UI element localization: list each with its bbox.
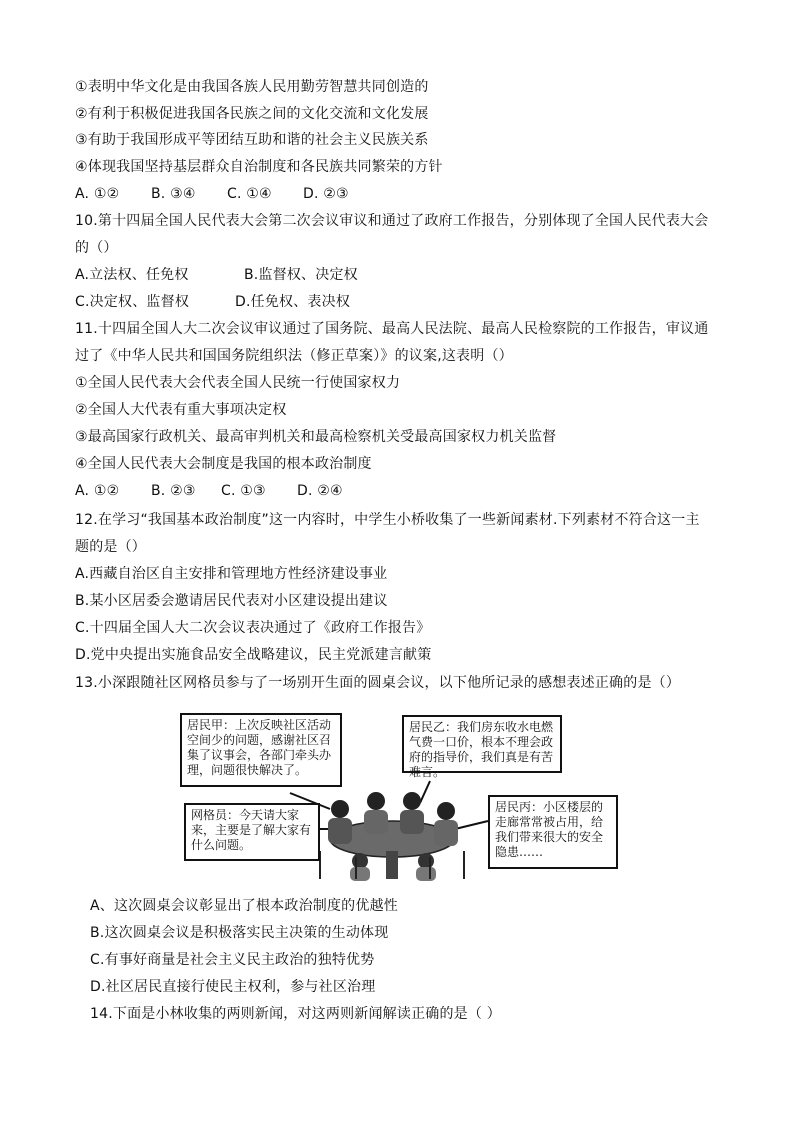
q11-option-c: C. ①③ — [221, 483, 266, 499]
q12-option-a: A.西藏自治区自主安排和管理地方性经济建设事业 — [75, 566, 388, 582]
q9-item-4: ④体现我国坚持基层群众自治制度和各民族共同繁荣的方针 — [75, 159, 443, 175]
person-1 — [328, 800, 352, 844]
q12-option-c: C.十四届全国人大二次会议表决通过了《政府工作报告》 — [75, 620, 431, 636]
person-3 — [400, 792, 424, 834]
q10-option-a: A.立法权、任免权 — [75, 267, 189, 283]
q12-stem-line2: 题的是（） — [75, 539, 146, 555]
q10-option-b: B.监督权、决定权 — [244, 267, 358, 283]
q10-stem-line2: 的（） — [75, 240, 118, 256]
q13-option-d: D.社区居民直接行使民主权利，参与社区治理 — [90, 979, 376, 995]
person-2 — [364, 792, 388, 834]
q14-stem: 14.下面是小林收集的两则新闻，对这两则新闻解读正确的是（ ） — [90, 1006, 501, 1022]
q9-option-d: D. ②③ — [303, 186, 349, 202]
q10-option-d: D.任免权、表决权 — [235, 294, 351, 310]
speech-bubble-resident-c: 居民丙：小区楼层的走廊常常被占用，给我们带来很大的安全隐患…… — [488, 795, 618, 869]
q13-option-c: C.有事好商量是社会主义民主政治的独特优势 — [90, 952, 375, 968]
speech-bubble-resident-b: 居民乙：我们房东收水电燃气费一口价，根本不理会政府的指导价，我们真是有苦难言。 — [402, 715, 562, 773]
q12-option-b: B.某小区居委会邀请居民代表对小区建设提出建议 — [75, 593, 388, 609]
q10-option-c: C.决定权、监督权 — [75, 294, 190, 310]
speech-bubble-resident-a: 居民甲：上次反映社区活动空间少的问题，感谢社区召集了议事会，各部门牵头办理，问题很快解决了。 — [180, 713, 342, 787]
person-4 — [434, 802, 458, 846]
q9-option-b: B. ③④ — [151, 186, 196, 202]
q11-option-d: D. ②④ — [297, 483, 343, 499]
q9-item-3: ③有助于我国形成平等团结互助和谐的社会主义民族关系 — [75, 132, 429, 148]
q13-option-b: B.这次圆桌会议是积极落实民主决策的生动体现 — [90, 925, 389, 941]
q11-stem-line2: 过了《中华人民共和国国务院组织法（修正草案）》的议案,这表明（） — [75, 348, 513, 364]
pointer-resident-b — [420, 781, 430, 803]
person-6 — [416, 853, 436, 881]
q11-option-a: A. ①② — [75, 483, 120, 499]
pointer-resident-c — [455, 821, 488, 829]
speech-bubble-grid-worker: 网格员：今天请大家来，主要是了解大家有什么问题。 — [184, 803, 320, 861]
q11-item-1: ①全国人民代表大会代表全国人民统一行使国家权力 — [75, 375, 401, 391]
q9-option-a: A. ①② — [75, 186, 120, 202]
roundtable-illustration — [180, 711, 618, 881]
q11-item-3: ③最高国家行政机关、最高审判机关和最高检察机关受最高国家权力机关监督 — [75, 429, 557, 445]
q9-option-c: C. ①④ — [227, 186, 272, 202]
q11-options — [75, 481, 343, 501]
q12-option-d: D.党中央提出实施食品安全战略建议，民主党派建言献策 — [75, 647, 432, 663]
q10-stem-line1: 10.第十四届全国人民代表大会第二次会议审议和通过了政府工作报告，分别体现了全国人民代表大会 — [75, 213, 709, 229]
q11-stem-line1: 11.十四届全国人大二次会议审议通过了国务院、最高人民法院、最高人民检察院的工作报告，审议通 — [75, 321, 709, 337]
table-leg — [386, 851, 398, 879]
q13-stem: 13.小深跟随社区网格员参与了一场别开生面的圆桌会议，以下他所记录的感想表述正确的是（） — [75, 675, 681, 691]
q10-options-row2 — [75, 292, 350, 312]
q12-stem-line1: 12.在学习“我国基本政治制度”这一内容时，中学生小桥收集了一些新闻素材.下列素材不符合这一主 — [75, 512, 700, 528]
q9-options — [75, 184, 349, 204]
q9-item-2: ②有利于积极促进我国各民族之间的文化交流和文化发展 — [75, 106, 429, 122]
person-5 — [350, 853, 370, 881]
q13-option-a: A、这次圆桌会议彰显出了根本政治制度的优越性 — [90, 898, 398, 914]
q11-item-2: ②全国人大代表有重大事项决定权 — [75, 402, 287, 418]
q9-item-1: ①表明中华文化是由我国各族人民用勤劳智慧共同创造的 — [75, 79, 429, 95]
q11-item-4: ④全国人民代表大会制度是我国的根本政治制度 — [75, 456, 372, 472]
q11-option-b: B. ②③ — [151, 483, 196, 499]
q10-options-row1 — [75, 265, 358, 285]
